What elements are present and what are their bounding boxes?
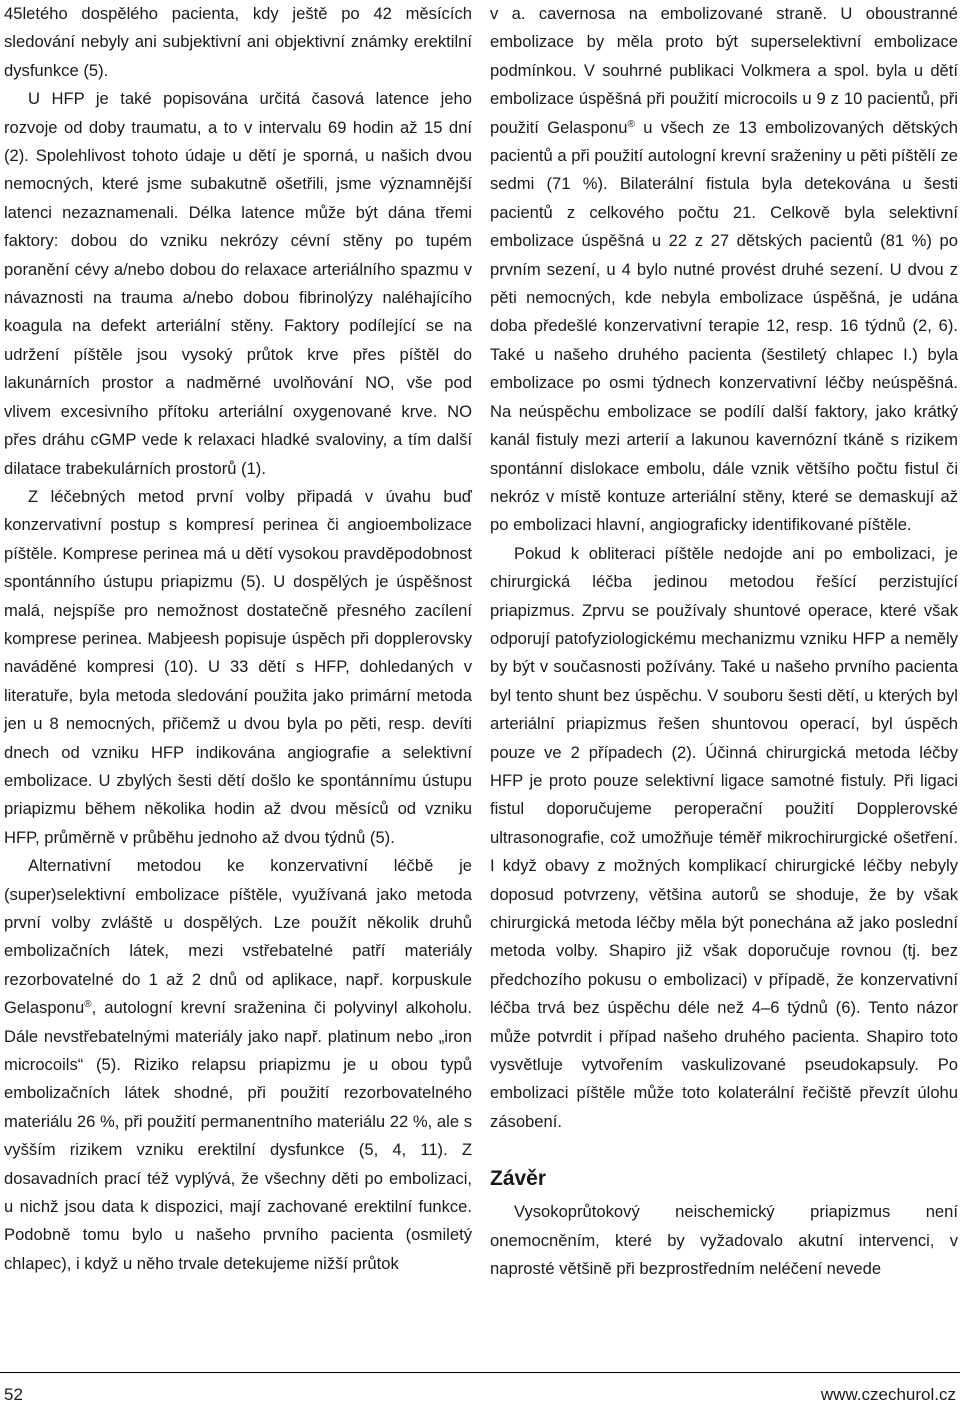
- paragraph: [4, 852, 472, 1278]
- registered-mark: ®: [627, 118, 635, 130]
- paragraph-text: , autologní krevní sraženina či polyvinyl alkoholu. Dále nevstřebatelnými materiály jako např. platinum nebo „iron microcoils“ (5). Riziko relapsu priapizmu je u obou typů embolizačních látek shodné, při použití rezorbovatelného materiálu 26 %, při použití permanentního materiálu 22 %, ale s vyšším rizikem vzniku erektilní dysfunkce (5, 4, 11). Z dosavadních prací též vyplývá, že všechny děti po embolizaci, u nichž jsou data k dispozici, mají zachované erektilní funkce. Podobně tomu bylo u našeho prvního pacienta (osmiletý chlapec), i když u něho trvale detekujeme nižší průtok: [4, 998, 472, 1273]
- right-column: [490, 0, 958, 1283]
- paragraph-text: Alternativní metodou ke konzervativní léčbě je (super)selektivní embolizace píštěle, využívaná jako metoda první volby zvláště u dospělých. Lze použít několik druhů embolizačních látek, mezi vstřebatelné patří materiály rezorbovatelné do 1 až 2 dnů od aplikace, např. korpuskule Gelasponu: [4, 856, 472, 1018]
- paragraph: Pokud k obliteraci píštěle nedojde ani po embolizaci, je chirurgická léčba jedinou metodou řešící perzistující priapizmus. Zprvu se používaly shuntové operace, které však odporují patofyziologickému mechanizmu vzniku HFP a neměly by být v současnosti požívány. Také u našeho prvního pacienta byl tento shunt bez úspěchu. V souboru šesti dětí, u kterých byl arteriální priapizmus řešen shuntovou operací, byl úspěch pouze ve 2 případech (2). Účinná chirurgická metoda léčby HFP je proto pouze selektivní ligace samotné fistuly. Při ligaci fistul doporučujeme peroperační použití Dopplerovské ultrasonografie, což umožňuje téměř mikrochirurgické ošetření. I když obavy z možných komplikací chirurgické léčby nebyly doposud potvrzeny, většina autorů se shoduje, že by však chirurgická metoda léčby měla být ponechána až jako poslední metoda volby. Shapiro již však doporučuje rovnou (tj. bez předchozího pokusu o embolizaci) v případě, že konzervativní léčba trvá bez úspěchu déle než 4–6 týdnů (6). Tento názor může potvrdit i případ našeho druhého pacienta. Shapiro toto vysvětluje vytvořením vaskulizované pseudokapsuly. Po embolizaci píštěle může toto kolaterální řečiště převzít úlohu zásobení.: [490, 543, 958, 1131]
- website-link[interactable]: www.czechurol.cz: [820, 1385, 956, 1404]
- paragraph-text: u všech ze 13 embolizovaných dětských pacientů a při použití autologní krevní sraženiny u pěti píštělí ze sedmi (71 %). Bilaterální fistula byla detekována u šesti pacientů z celkového počtu 21. Celkově byla selektivní embolizace úspěšná u 22 z 27 dětských pacientů (81 %) po prvním sezení, u 4 bylo nutné provést druhé sezení. U dvou z pěti nemocných, kde nebyla embolizace úspěšná, je udána doba předešlé konzervativní terapie 12, resp. 16 týdnů (2, 6). Také u našeho druhého pacienta (šestiletý chlapec I.) byla embolizace po osmi týdnech konzervativní léčby neúspěšná. Na neúspěchu embolizace se podílí další faktory, jako krátký kanál fistuly mezi arterií a lakunou kavernózní tkáně s rizikem spontánní dislokace embolu, dále vznik většího počtu fistul či nekróz v místě kontuze arteriální stěny, které se demaskují až po embolizaci hlavní, angiograficky identifikované píštěle.: [490, 117, 958, 535]
- left-column: [4, 0, 472, 1278]
- paragraph: U HFP je také popisována určitá časová latence jeho rozvoje od doby traumatu, a to v intervalu 69 hodin až 15 dní (2). Spolehlivost tohoto údaje u dětí je sporná, u našich dvou nemocných, které jsme subakutně ošetřili, jsme významnější latenci nezaznamenali. Délka latence může být dána třemi faktory: dobou do vzniku nekrózy cévní stěny po tupém poranění cévy a/nebo dobou do relaxace arteriálního spazmu v návaznosti na trauma a/nebo dobou fibrinolýzy naléhajícího koagula na defekt arteriální stěny. Faktory podílející se na udržení píštěle jsou vysoký průtok krve přes píštěl do lakunárních prostor a nadměrné uvolňování NO, vše pod vlivem excesivního přítoku arteriální oxygenované krve. NO přes dráhu cGMP vede k relaxaci hladké svaloviny, a tím další dilatace trabekulárních prostorů (1).: [4, 89, 472, 478]
- paragraph: Z léčebných metod první volby připadá v úvahu buď konzervativní postup s kompresí perinea či angioembolizace píštěle. Komprese perinea má u dětí vysokou pravděpodobnost spontánního ústupu priapizmu (5). U dospělých je úspěšnost malá, nejspíše pro nemožnost dostatečně přesného zacílení komprese perinea. Mabjeesh popisuje úspěch při dopplerovsky naváděné kompresi (10). U 33 dětí s HFP, dohledaných v literatuře, byla metoda sledování použita jako primární metoda jen u 8 nemocných, přičemž u dvou byla po pěti, resp. devíti dnech od vzniku HFP indikována angiografie a selektivní embolizace. U zbylých šesti dětí došlo ke spontánnímu ústupu priapizmu během několika hodin až dvou měsíců od vzniku HFP, průměrně v průběhu jednoho až dvou týdnů (5).: [4, 486, 472, 847]
- paragraph: [490, 0, 958, 540]
- paragraph: Vysokoprůtokový neischemický priapizmus není onemocněním, které by vyžadovalo akutní intervenci, v naprosté většině při bezprostředním neléčení nevede: [490, 1202, 958, 1279]
- paragraph-text: v a. cavernosa na embolizované straně. U oboustranné embolizace by měla proto být superselektivní embolizace podmínkou. V souhrné publikaci Volkmera a spol. byla u dětí embolizace úspěšná při použití microcoils u 9 z 10 pacientů, při použití Gelasponu: [490, 4, 958, 137]
- registered-mark: ®: [84, 999, 92, 1011]
- section-heading: Závěr: [490, 1167, 547, 1191]
- page-number: 52: [4, 1385, 23, 1404]
- paragraph: 45letého dospělého pacienta, kdy ještě po 42 měsících sledování nebyly ani subjektivní ani objektivní známky erektilní dysfunkce (5).: [4, 4, 472, 80]
- footer-rule: [0, 1372, 960, 1373]
